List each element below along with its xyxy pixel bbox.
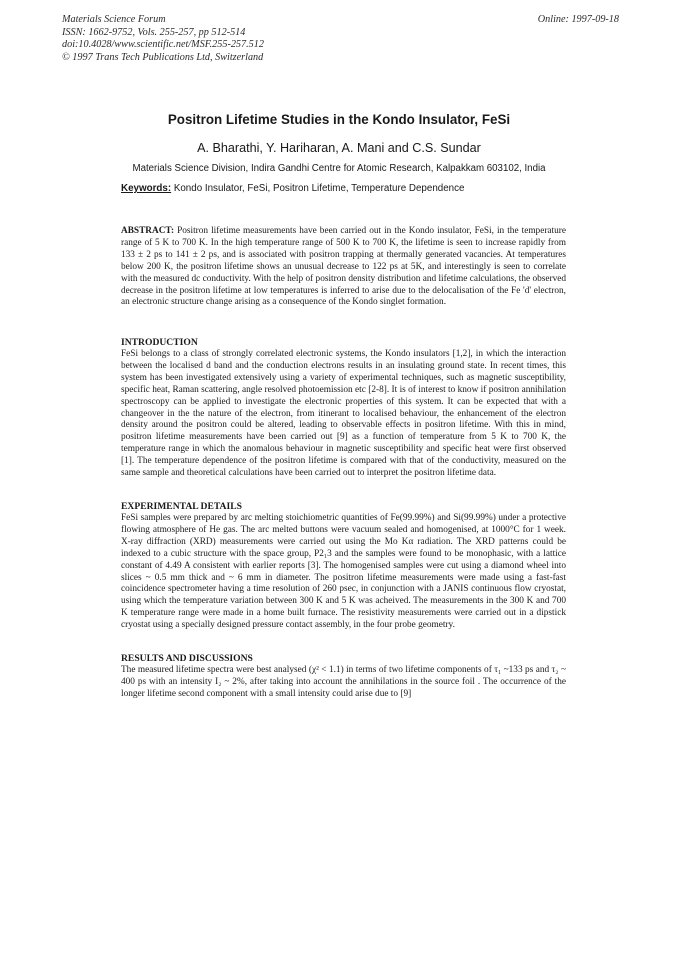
section-experimental bbox=[121, 501, 566, 632]
author-list: A. Bharathi, Y. Hariharan, A. Mani and C.S. Sundar bbox=[197, 141, 481, 155]
doi-line[interactable]: doi:10.4028/www.scientific.net/MSF.255-257.512 bbox=[62, 39, 264, 51]
abstract-label: ABSTRACT: bbox=[121, 226, 175, 236]
section-results bbox=[121, 653, 566, 701]
section-body: FeSi belongs to a class of strongly correlated electronic systems, the Kondo insulators [1,2], in which the interaction between the localised d band and the conduction electrons results in an insulating ground state. In recent times, this system has been investigated extensively using a variety of experimental techniques, such as magnetic susceptibility, specific heat, Raman scattering, angle resolved photoemission etc [2-8]. It is of interest to know if positron annihilation spectroscopy can be applied to investigate the electronic properties of this system. It can be expected that with a changeover in the the nature of the electron, from itinerant to localised behaviour, the enhancement of the electron density around the positron could be altered, leading to observable effects in positron lifetime. With this in mind, positron lifetime measurements have been carried out [9] as a function of temperature from 5 K to 700 K, the temperature range in which the anomalous behaviour in magnetic susceptibility and specific heat were first observed [1]. The temperature dependence of the positron lifetime is compared with that of the conductivity, measured on the same sample and theoretical calculations have been carried out to interpret the positron lifetime data. bbox=[121, 349, 566, 479]
journal-name: Materials Science Forum bbox=[62, 14, 166, 25]
section-heading: EXPERIMENTAL DETAILS bbox=[121, 501, 242, 512]
section-heading: RESULTS AND DISCUSSIONS bbox=[121, 653, 253, 664]
online-date: Online: 1997-09-18 bbox=[537, 14, 619, 25]
paper-title: Positron Lifetime Studies in the Kondo Insulator, FeSi bbox=[167, 112, 511, 127]
copyright-line: © 1997 Trans Tech Publications Ltd, Switzerland bbox=[62, 51, 264, 63]
journal-header bbox=[62, 14, 264, 64]
section-introduction bbox=[121, 337, 566, 480]
issn-line: ISSN: 1662-9752, Vols. 255-257, pp 512-514 bbox=[62, 26, 246, 38]
abstract-text: Positron lifetime measurements have been carried out in the Kondo insulator, FeSi, in the temperature range of 5 K to 700 K. In the high temperature range of 500 K to 700 K, the lifetime is seen to increase rapidly from 133 ± 2 ps to 141 ± 2 ps, and is associated with positron trapping at thermally generated vacancies. At temperatures below 200 K, the positron lifetime shows an unusual decrease to 122 ps at 5K, and interestingly is seen to correlate with the measured dc conductivity. With the help of positron density distribution and lifetime calculations, the observed decrease in the positron lifetime at low temperatures is inferred to arise due to the delocalisation of the Fe 'd' electron, an electronic structure change arising as a consequence of the Kondo singlet formation. bbox=[121, 226, 567, 308]
keywords-label: Keywords: bbox=[121, 183, 172, 194]
affiliation: Materials Science Division, Indira Gandhi Centre for Atomic Research, Kalpakkam 603102, India bbox=[132, 163, 546, 174]
abstract bbox=[121, 226, 566, 309]
keywords-text: Kondo Insulator, FeSi, Positron Lifetime, Temperature Dependence bbox=[173, 183, 465, 194]
section-body: FeSi samples were prepared by arc melting stoichiometric quantities of Fe(99.99%) and Si(99.99%) under a protective flowing atmosphere of He gas. The arc melted buttons were vacuum sealed and homogenised, at 1000°C for 1 week. X-ray diffraction (XRD) measurements were carried out using the Mo Kα radiation. The XRD patterns could be indexed to a cubic structure with the space group, P2₁3 and the samples were found to be monophasic, with a lattice constant of 4.49 A consistent with earlier reports [3]. The homogenised samples were cut using a diamond wheel into slices ~ 0.5 mm thick and ~ 6 mm in diameter. The positron lifetime measurements were made using a fast-fast coincidence spectrometer having a time resolution of 260 psec, in conjunction with a JANIS continuous flow cryostat, using which the temperature variation between 300 K and 5 K was acheived. The measurements in the 300 K and 700 K temperature range were made in a home built furnace. The resistivity measurements were carried out in a dipstick cryostat using a specially designed pressure contact assembly, in the four probe geometry. bbox=[121, 513, 566, 631]
section-body: The measured lifetime spectra were best analysed (χ² < 1.1) in terms of two lifetime components of τ₁ ~133 ps and τ₂ ~ 400 ps with an intensity I₂ ~ 2%, after taking into account the annihilations in the source foil . The occurrence of the longer lifetime second component with a small intensity could arise due to [9] bbox=[121, 665, 566, 699]
section-heading: INTRODUCTION bbox=[121, 337, 198, 348]
keywords-line bbox=[121, 183, 464, 194]
